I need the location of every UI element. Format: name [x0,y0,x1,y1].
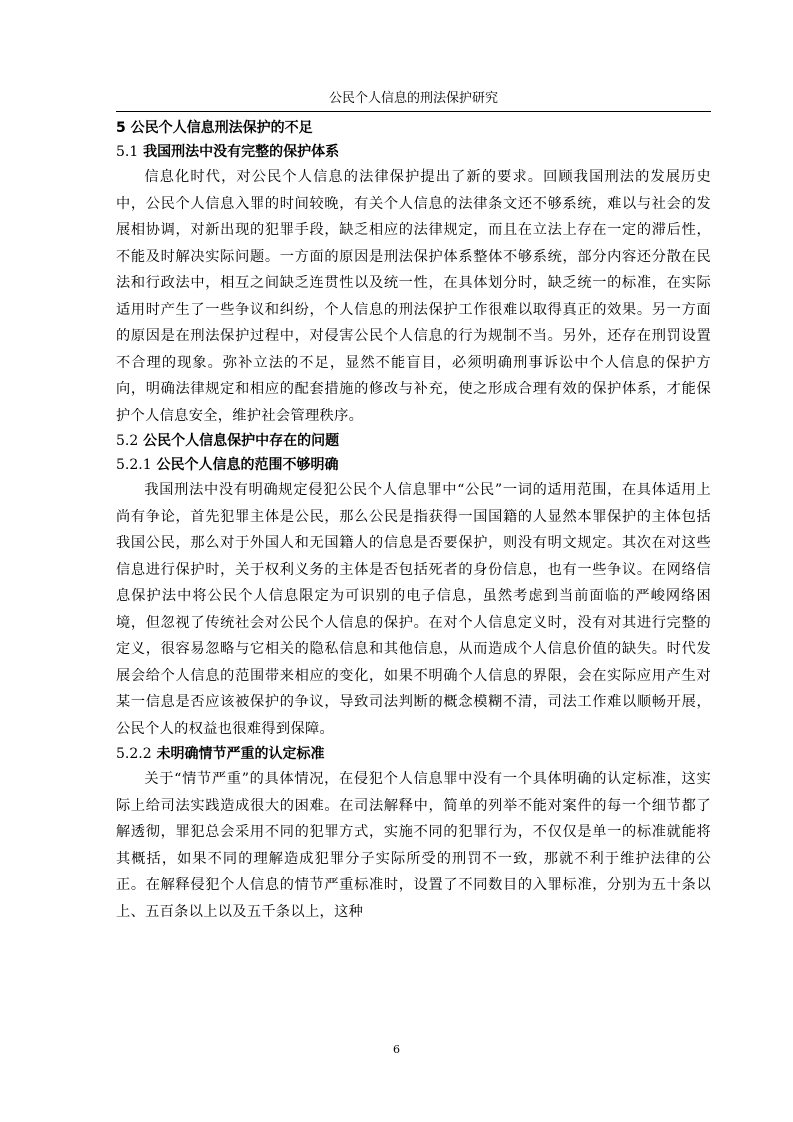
section-5-2-1-heading [116,453,711,477]
section-number: 5.2.1 [116,457,152,473]
section-number: 5.2.2 [116,746,152,762]
section-5-1-paragraph: 信息化时代，对公民个人信息的法律保护提出了新的要求。回顾我国刑法的发展历史中，公民个人信息入罪的时间较晚，有关个人信息的法律条文还不够系统，难以与社会的发展相协调，对新出现的犯罪手段，缺乏相应的法律规定，而且在立法上存在一定的滞后性，不能及时解决实际问题。一方面的原因是刑法保护体系整体不够系统，部分内容还分散在民法和行政法中，相互之间缺乏连贯性以及统一性，在具体划分时，缺乏统一的标准，在实际适用时产生了一些争议和纠纷，个人信息的刑法保护工作很难以取得真正的效果。另一方面的原因是在刑法保护过程中，对侵害公民个人信息的行为规制不当。另外，还存在刑罚设置不合理的现象。弥补立法的不足，显然不能盲目，必须明确刑事诉讼中个人信息的保护方向，明确法律规定和相应的配套措施的修改与补充，使之形成合理有效的保护体系，才能保护个人信息安全，维护社会管理秩序。 [116,169,711,424]
header-rule [116,111,711,112]
section-number: 5.1 [116,144,139,160]
page-number: 6 [393,1043,400,1056]
page-content [116,116,711,925]
section-5-1-heading [116,140,711,164]
section-title: 我国刑法中没有完整的保护体系 [143,144,340,160]
section-title: 公民个人信息保护中存在的问题 [143,433,340,449]
section-title: 公民个人信息的范围不够明确 [156,457,339,473]
section-5-2-2-heading [116,742,711,766]
section-5-heading: 5 公民个人信息刑法保护的不足 [116,120,313,136]
section-title: 未明确情节严重的认定标准 [156,746,325,762]
section-number: 5.2 [116,433,139,449]
running-header: 公民个人信息的刑法保护研究 [328,91,498,106]
section-5-2-1-paragraph: 我国刑法中没有明确规定侵犯公民个人信息罪中“公民”一词的适用范围，在具体适用上尚有争论，首先犯罪主体是公民，那么公民是指获得一国国籍的人显然本罪保护的主体包括我国公民，那么对于外国人和无国籍人的信息是否要保护，则没有明文规定。其次在对这些信息进行保护时，关于权利义务的主体是否包括死者的身份信息，也有一些争议。在网络信息保护法中将公民个人信息限定为可识别的电子信息，虽然考虑到当前面临的严峻网络困境，但忽视了传统社会对公民个人信息的保护。在对个人信息定义时，没有对其进行完整的定义，很容易忽略与它相关的隐私信息和其他信息，从而造成个人信息价值的缺失。时代发展会给个人信息的范围带来相应的变化，如果不明确个人信息的界限，会在实际应用产生对某一信息是否应该被保护的争议，导致司法判断的概念模糊不清，司法工作难以顺畅开展，公民个人的权益也很难得到保障。 [116,482,711,737]
section-5-2-2-paragraph: 关于“情节严重”的具体情况，在侵犯个人信息罪中没有一个具体明确的认定标准，这实际上给司法实践造成很大的困难。在司法解释中，简单的列举不能对案件的每一个细节都了解透彻，罪犯总会采用不同的犯罪方式，实施不同的犯罪行为，不仅仅是单一的标准就能将其概括，如果不同的理解造成犯罪分子实际所受的刑罚不一致，那就不利于维护法律的公正。在解释侵犯个人信息的情节严重标准时，设置了不同数目的入罪标准，分别为五十条以上、五百条以上以及五千条以上，这种 [116,771,711,920]
section-5-2-heading [116,429,711,453]
